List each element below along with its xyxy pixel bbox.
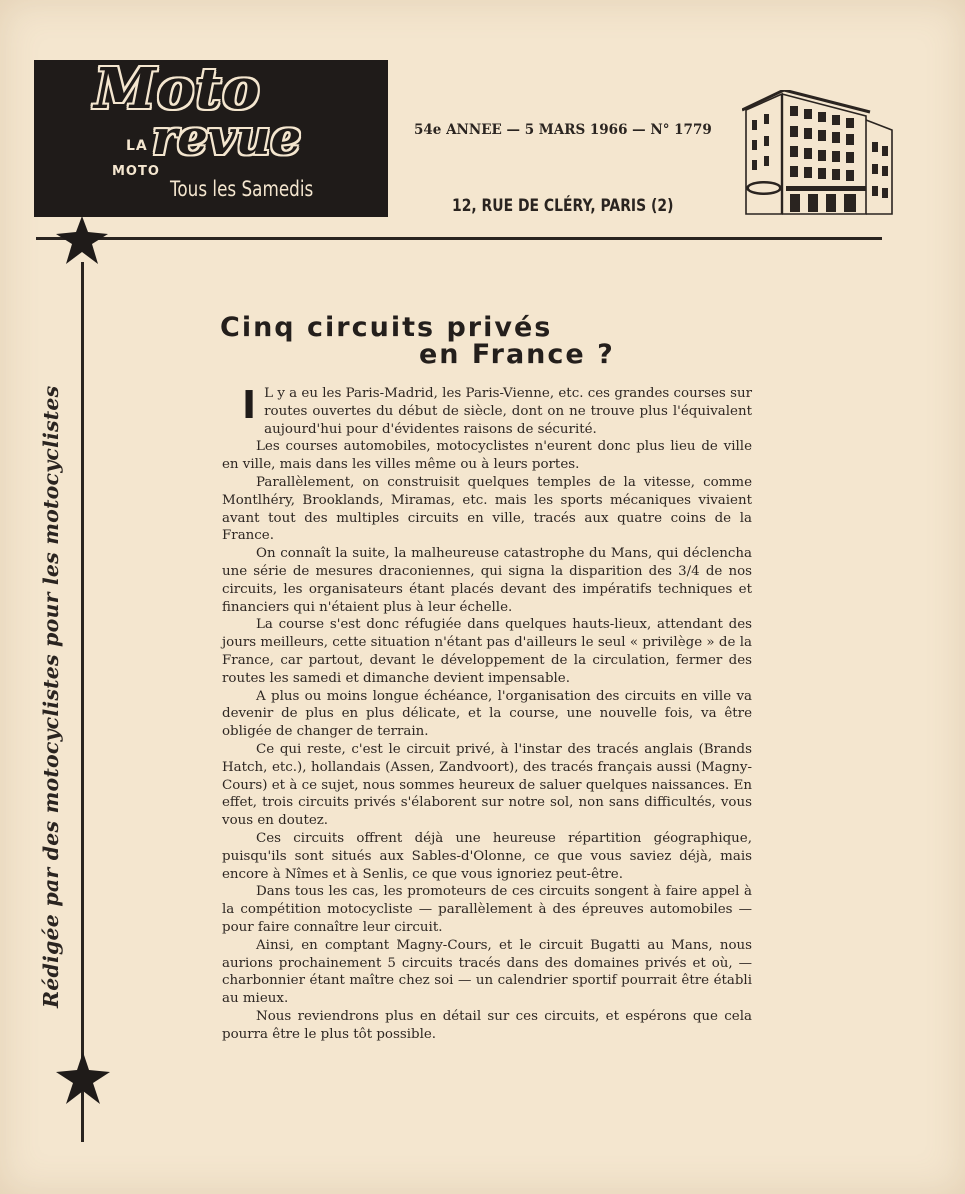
article-body — [222, 385, 752, 1043]
star-ornament-bottom-icon — [52, 1050, 114, 1106]
logo-title-revue: revue — [152, 110, 302, 166]
article-title-line2: en France ? — [419, 339, 615, 370]
publisher-address: 12, RUE DE CLÉRY, PARIS (2) — [452, 196, 674, 216]
article-paragraph: On connaît la suite, la malheureuse catastrophe du Mans, qui déclencha une série de mesures draconiennes, qui signa la disparition des 3/4 de nos circuits, les organisateurs étant placés devant des impératifs techniques et financiers qui n'étaient plus à leur échelle. — [222, 546, 752, 615]
header-rule — [36, 237, 882, 240]
article-paragraph: Ce qui reste, c'est le circuit privé, à l'instar des tracés anglais (Brands Hatch, etc.), hollandais (Assen, Zandvoort), des tracés français aussi (Magny-Cours) et à ce sujet, nous sommes heureux de saluer quelques naissances. En effet, trois circuits privés s'élaborent sur notre sol, non sans difficultés, vous vous en doutez. — [222, 741, 752, 829]
logo-la: LA — [126, 138, 148, 154]
masthead-logo-block — [34, 56, 388, 217]
article-paragraph: I L y a eu les Paris-Madrid, les Paris-Vienne, etc. ces grandes courses sur routes ouvertes du début de siècle, dont on ne trouve plus l'équivalent aujourd'hui pour d'évidentes raisons de sécurité. — [242, 383, 752, 437]
article-paragraph: Nous reviendrons plus en détail sur ces circuits, et espérons que cela pourra être le plus tôt possible. — [222, 1008, 752, 1042]
logo-moto-small: MOTO — [112, 164, 160, 179]
article-paragraph: Ces circuits offrent déjà une heureuse répartition géographique, puisqu'ils sont situés aux Sables-d'Olonne, ce que vous saviez déjà, mais encore à Nîmes et à Senlis, ce que vous ignoriez peut-être. — [222, 830, 752, 882]
logo-title: Moto — [94, 56, 261, 122]
sidebar-slogan-text: Rédigée par des motocyclistes pour les motocyclistes — [39, 385, 63, 1008]
article-paragraph: Les courses automobiles, motocyclistes n'eurent donc plus lieu de ville en ville, mais dans les villes même ou à leurs portes. — [222, 439, 752, 473]
building-illustration-icon — [742, 90, 900, 218]
article-paragraph: Parallèlement, on construisit quelques temples de la vitesse, comme Montlhéry, Brooklands, Miramas, etc. mais les sports mécaniques vivaient avant tout des multiples circuits en ville, tracés aux quatre coins de la France. — [222, 474, 752, 544]
issue-info: 54e ANNEE — 5 MARS 1966 — N° 1779 — [414, 122, 712, 138]
sidebar-rule — [81, 262, 84, 1142]
drop-cap: I — [242, 383, 257, 427]
article-paragraph: Ainsi, en comptant Magny-Cours, et le circuit Bugatti au Mans, nous aurions prochainement 5 circuits tracés dans des domaines privés et où, — charbonnier étant maître chez soi — un calendrier sportif pourrait être établi au mieux. — [222, 937, 752, 1007]
article-title-line1: Cinq circuits privés — [220, 312, 553, 343]
tagline: Tous les Samedis — [170, 177, 314, 201]
article-paragraph: A plus ou moins longue échéance, l'organisation des circuits en ville va devenir de plus en plus délicate, et la course, une nouvelle fois, va être obligée de changer de terrain. — [222, 688, 752, 740]
star-ornament-top-icon — [52, 214, 112, 266]
article-paragraph: La course s'est donc réfugiée dans quelques hauts-lieux, attendant des jours meilleurs, cette situation n'étant pas d'ailleurs le seul « privilège » de la France, car partout, devant le développement de la circulation, fermer des routes les samedi et dimanche devient impensable. — [222, 617, 752, 686]
article-paragraph: Dans tous les cas, les promoteurs de ces circuits songent à faire appel à la compétition motocycliste — parallèlement à des épreuves automobiles — pour faire connaître leur circuit. — [222, 884, 752, 935]
